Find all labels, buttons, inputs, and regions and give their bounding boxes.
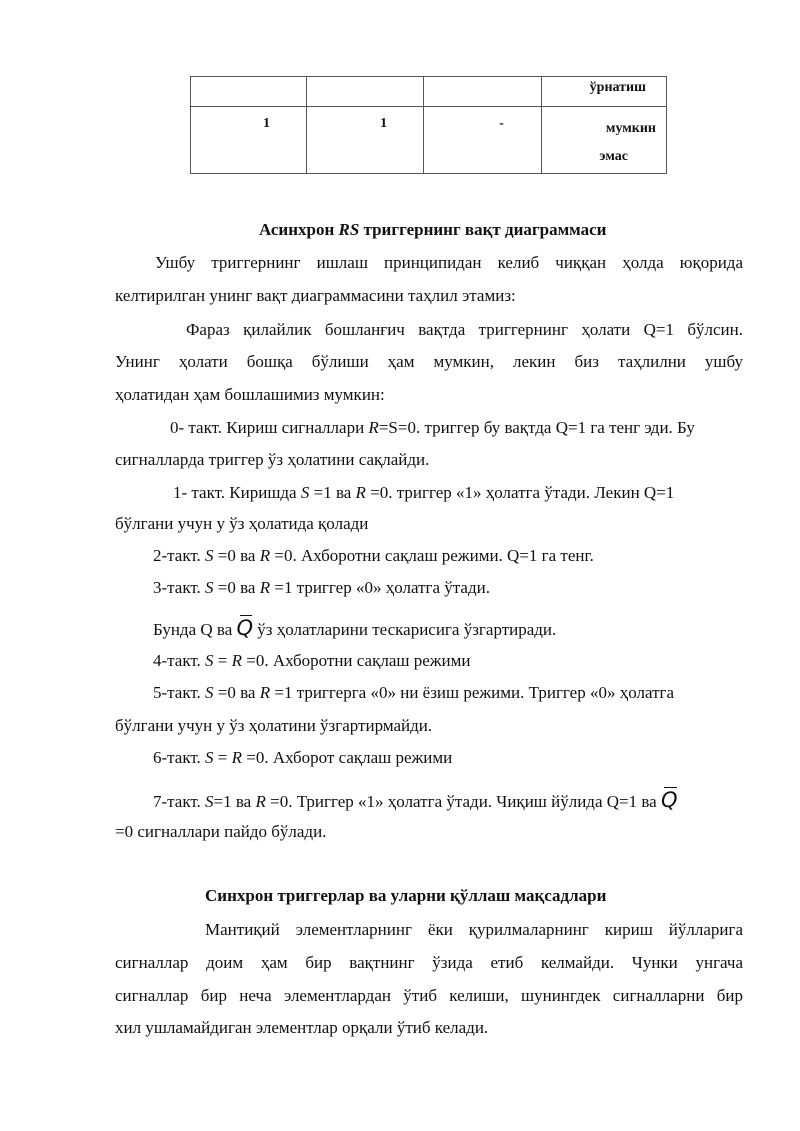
title-text: Асинхрон <box>259 220 339 239</box>
text: =1 ва <box>213 792 256 811</box>
table-cell: ўрнатиш <box>541 77 666 107</box>
paragraph-line: сигналлар бир неча элементлардан ўтиб келиши, шунингдек сигналларни бир <box>115 986 743 1005</box>
text: Бунда Q ва <box>153 620 237 639</box>
paragraph-line <box>153 578 490 598</box>
text: =0. Ахборотни сақлаш режими <box>242 651 471 670</box>
paragraph-line: Ушбу триггернинг ишлаш принципидан келиб чиққан ҳолда юқорида <box>155 253 743 272</box>
paragraph-line <box>153 546 594 566</box>
title-text: RS <box>338 220 360 239</box>
text: =1 ва <box>309 483 356 502</box>
q-bar-symbol: Q <box>236 616 254 640</box>
text: =S=0. триггер бу вақтда Q=1 га тенг эди. Бу <box>378 418 695 437</box>
paragraph-line: ҳолатидан ҳам бошлашимиз мумкин: <box>115 385 385 404</box>
text: S <box>300 483 310 502</box>
text: R <box>231 748 243 767</box>
table-cell <box>191 77 307 107</box>
paragraph-line: Фараз қилайлик бошланғич вақтда триггернинг ҳолати Q=1 бўлсин. <box>186 320 743 339</box>
paragraph-line <box>153 748 452 768</box>
paragraph-line: бўлгани учун у ўз ҳолатини ўзгартирмайди. <box>115 716 433 735</box>
table-row <box>191 107 667 174</box>
text: S <box>205 748 214 767</box>
text: 6-такт. <box>153 748 206 767</box>
table-cell <box>307 77 424 107</box>
table-cell: 1 <box>191 107 307 174</box>
text: =0. Ахборотни сақлаш режими. Q=1 га тенг. <box>270 546 594 565</box>
text: S <box>205 578 214 597</box>
text: =0 ва <box>213 546 260 565</box>
q-bar-symbol: Q <box>660 788 678 812</box>
text: R <box>355 483 366 502</box>
paragraph-line <box>153 651 470 671</box>
cell-line: эмас <box>599 149 628 164</box>
table-cell: 1 <box>307 107 424 174</box>
paragraph-line: бўлгани учун у ўз ҳолатида қолади <box>115 514 369 533</box>
text: =0. триггер «1» ҳолатга ўтади. Лекин Q=1 <box>365 483 675 502</box>
paragraph-line <box>170 418 695 438</box>
text: S <box>205 683 214 702</box>
table-cell: - <box>424 107 542 174</box>
text: ўз ҳолатларини тескарисига ўзгартиради. <box>253 620 557 639</box>
text: 0- такт. Кириш сигналлари <box>170 418 369 437</box>
paragraph-line: сигналларда триггер ўз ҳолатини сақлайди. <box>115 450 430 469</box>
text: R <box>368 418 379 437</box>
text: S <box>205 792 214 811</box>
text: = <box>213 651 232 670</box>
text: =0. Триггер «1» ҳолатга ўтади. Чиқиш йўлида Q=1 ва <box>265 792 661 811</box>
text: =1 триггер «0» ҳолатга ўтади. <box>270 578 490 597</box>
paragraph-line: Унинг ҳолати бошқа бўлиши ҳам мумкин, лекин биз таҳлилни ушбу <box>115 352 743 371</box>
paragraph-line: сигналлар доим ҳам бир вақтнинг ўзида етиб келмайди. Чунки унгача <box>115 953 743 972</box>
text: 3-такт. <box>153 578 206 597</box>
paragraph-line: келтирилган унинг вақт диаграммасини таҳлил этамиз: <box>115 286 516 305</box>
text: R <box>259 546 271 565</box>
table-cell <box>424 77 542 107</box>
section-title <box>259 220 606 240</box>
text: 1- такт. Киришда <box>173 483 301 502</box>
truth-table <box>190 76 667 174</box>
text: =0 ва <box>213 578 260 597</box>
section-title: Синхрон триггерлар ва уларни қўллаш мақсадлари <box>205 886 607 905</box>
paragraph-line: хил ушламайдиган элементлар орқали ўтиб келади. <box>115 1018 489 1037</box>
paragraph-line <box>173 483 674 503</box>
table-row <box>191 77 667 107</box>
text: R <box>259 578 271 597</box>
text: R <box>231 651 243 670</box>
text: =0. Ахборот сақлаш режими <box>242 748 453 767</box>
table-cell <box>541 107 666 174</box>
text: 5-такт. <box>153 683 206 702</box>
text: R <box>255 792 266 811</box>
text: S <box>205 546 214 565</box>
text: S <box>205 651 214 670</box>
paragraph-line: =0 сигналлари пайдо бўлади. <box>115 822 327 841</box>
paragraph-line <box>153 618 556 640</box>
paragraph-line <box>153 683 743 703</box>
paragraph-line: Мантиқий элементларнинг ёки қурилмаларнинг кириш йўлларига <box>205 920 743 939</box>
text: R <box>259 683 271 702</box>
paragraph-line <box>153 790 678 812</box>
text: = <box>213 748 232 767</box>
text: 7-такт. <box>153 792 206 811</box>
text: 4-такт. <box>153 651 206 670</box>
title-text: триггернинг вақт диаграммаси <box>359 220 607 239</box>
text: =0 ва <box>213 683 260 702</box>
cell-line: мумкин <box>605 121 656 136</box>
text: =1 триггерга «0» ни ёзиш режими. Триггер «0» ҳолатга <box>270 683 675 702</box>
text: 2-такт. <box>153 546 206 565</box>
